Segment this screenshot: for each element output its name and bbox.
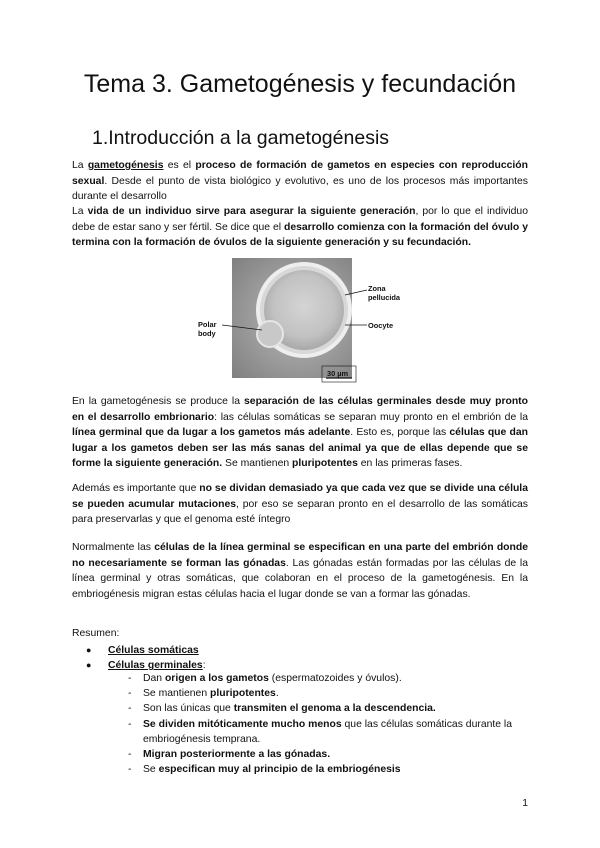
text: Se mantienen	[222, 458, 293, 470]
text: En la gametogénesis se produce la	[72, 396, 245, 407]
bold-text: vida de un individuo sirve para asegurar la siguiente generación	[87, 206, 416, 217]
list-item: - Se dividen mitóticamente mucho menos que las células somáticas durante la embriogénesis temprana.	[128, 717, 528, 747]
page-title: Tema 3. Gametogénesis y fecundación	[83, 70, 517, 98]
page-number: 1	[522, 798, 528, 809]
paragraph-mutations	[72, 481, 528, 528]
text: en las primeras fases.	[357, 458, 463, 470]
paragraph-germline	[72, 540, 528, 602]
scale-bar-label: 30 µm	[327, 369, 349, 378]
label-line: Zona	[368, 284, 386, 293]
bold-text: pluripotentes	[292, 458, 358, 470]
list-item: - Migran posteriormente a las gónadas.	[128, 747, 528, 762]
leader-line-zona	[345, 290, 367, 295]
bold-text: desarrollo comienza con la formación del óvulo y termina con la formación de óvulos de la siguiente generación y su fecundación.	[72, 221, 528, 249]
label-line: body	[198, 329, 216, 338]
scale-box	[322, 366, 356, 382]
text: . Desde el punto de vista biológico y evolutivo, es uno de los procesos más importantes durante el desarrollo	[72, 175, 528, 203]
bold-underlined-text: Células germinales	[108, 660, 203, 672]
list-item: - Se especifican muy al principio de la embriogénesis	[128, 762, 528, 777]
text: . Las gónadas están formadas por las células de la línea germinal y otras somáticas, que colaboran en el proceso de la gametogénesis. En la embriogénesis migran estas células hacia el lugar donde se van a formar las gónadas.	[72, 557, 529, 600]
text: :	[202, 660, 206, 672]
text: Además es importante que	[72, 483, 200, 494]
label-line: Polar	[198, 320, 217, 329]
paragraph-separation	[72, 394, 528, 472]
germline-sublist	[128, 671, 528, 777]
bold-text: no se dividan demasiado ya que cada vez que se divide una célula se pueden acumular mutaciones	[72, 483, 528, 510]
list-item	[86, 643, 206, 658]
summary-label: Resumen:	[72, 628, 120, 639]
list-item: - Dan origen a los gametos (espermatozoides y óvulos).	[128, 671, 528, 686]
text: : las células somáticas se separan muy pronto en el embrión de la	[214, 411, 528, 423]
bold-text: células de la línea germinal se especifican en una parte del embrión donde no necesariamente se forman las gónadas	[72, 542, 528, 569]
text: La	[72, 206, 88, 217]
bold-text: línea germinal que da lugar a los gametos más adelante	[72, 427, 351, 439]
text: La	[72, 160, 88, 171]
text: , por eso se separan pronto en el desarrollo de las somáticas para preservarlas y que el genoma esté íntegro	[72, 498, 528, 526]
text: es el	[163, 160, 196, 171]
summary-list	[86, 643, 206, 673]
text: Normalmente las	[72, 542, 155, 553]
list-item: - Son las únicas que transmiten el genoma a la descendencia.	[128, 701, 528, 716]
list-item: - Se mantienen pluripotentes.	[128, 686, 528, 701]
text: . Esto es, porque las	[350, 427, 450, 439]
bold-text: células que dan lugar a los gametos deben ser las más sanas del animal ya que de ellas depende que se forme la siguiente generación.	[72, 427, 528, 470]
section-heading: 1.Introducción a la gametogénesis	[92, 127, 390, 149]
bold-text: separación de las células germinales desde muy pronto en el desarrollo embrionario	[72, 396, 528, 423]
label-line: pellucida	[368, 293, 401, 302]
bold-underlined-text: Células somáticas	[108, 645, 199, 656]
text: , por lo que el individuo debe de estar sano y ser fértil. Se dice que el	[72, 206, 528, 233]
leader-line-polar	[222, 325, 262, 330]
figure-label-oocyte: Oocyte	[368, 321, 394, 330]
bold-underlined-text: gametogénesis	[87, 160, 164, 171]
bold-text: proceso de formación de gametos en especies con reproducción sexual	[72, 160, 528, 187]
figure-leader-lines	[0, 0, 600, 400]
